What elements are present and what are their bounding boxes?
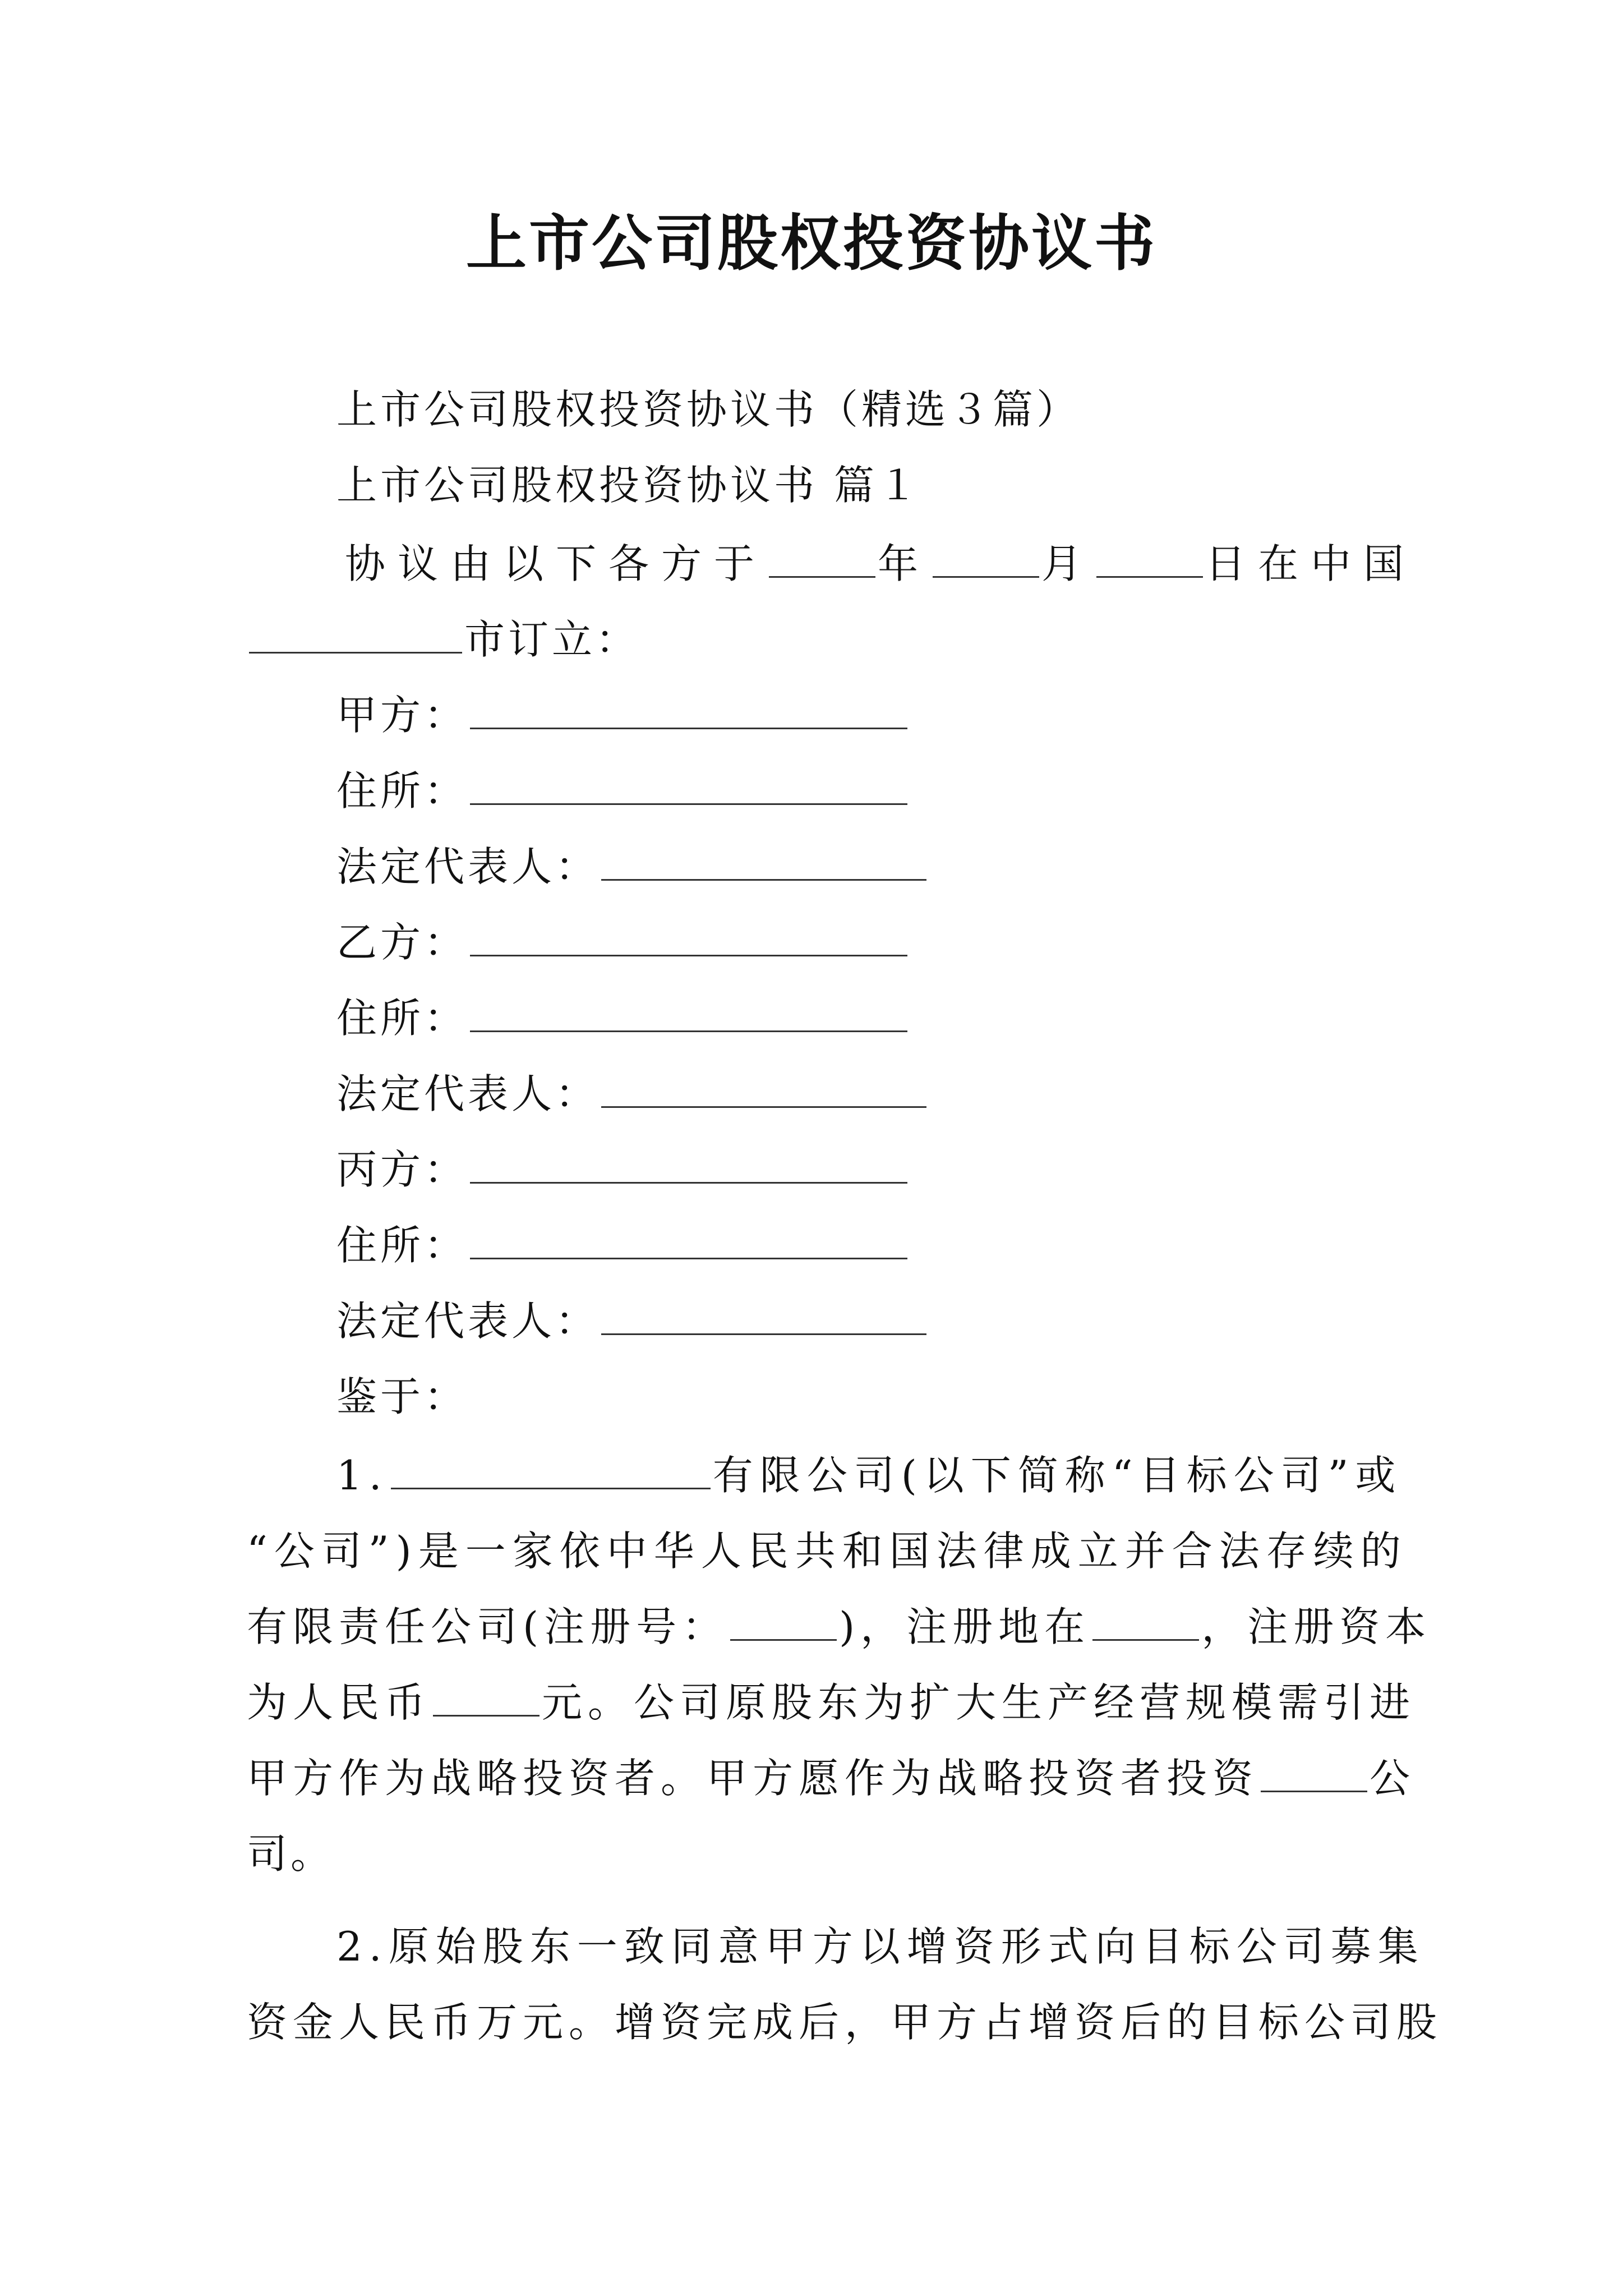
party-line xyxy=(336,914,910,970)
party-label: 法定代表人： xyxy=(336,843,600,890)
party-blank xyxy=(601,1294,926,1335)
party-line xyxy=(336,990,910,1046)
intro-text: 协议由以下各方于 xyxy=(345,540,767,587)
intro-line-2 xyxy=(247,611,639,668)
clause1-text: ，注册资本 xyxy=(1201,1603,1432,1650)
party-line xyxy=(336,839,929,895)
party-blank xyxy=(470,991,907,1032)
month-blank xyxy=(933,537,1039,578)
clause1-text: 有限公司(以下简称“目标公司”或 xyxy=(712,1452,1403,1499)
clause1-text: )，注册地在 xyxy=(839,1603,1091,1650)
party-blank xyxy=(470,1218,907,1259)
document-title: 上市公司股权投资协议书 xyxy=(465,209,1157,279)
day-location-label: 日在中国 xyxy=(1205,540,1417,587)
clause1-text: 有限责任公司(注册号： xyxy=(247,1603,728,1650)
city-blank xyxy=(249,613,462,654)
registration-place-blank xyxy=(1092,1600,1199,1641)
registered-capital-blank xyxy=(433,1676,540,1717)
investment-blank xyxy=(1261,1751,1367,1792)
clause1-text: 元。公司原股东为扩大生产经营规模需引进 xyxy=(542,1679,1416,1726)
party-line xyxy=(336,1066,929,1122)
clause1-line-4 xyxy=(247,1674,1415,1731)
company-name-blank xyxy=(391,1448,711,1489)
day-blank xyxy=(1096,537,1203,578)
clause1-text: 甲方作为战略投资者。甲方愿作为战略投资者投资 xyxy=(247,1755,1259,1802)
party-label: 住所： xyxy=(336,767,468,815)
party-label: 甲方： xyxy=(336,692,468,739)
whereas-heading: 鉴于： xyxy=(336,1373,468,1420)
clause1-text: 公 xyxy=(1370,1755,1416,1802)
clause1-number: 1. xyxy=(336,1452,389,1499)
month-label: 月 xyxy=(1041,540,1095,587)
party-label: 法定代表人： xyxy=(336,1297,600,1345)
party-blank xyxy=(470,1143,907,1184)
section-heading: 上市公司股权投资协议书 篇１ xyxy=(336,462,921,509)
clause1-line-2: “公司”)是一家依中华人民共和国法律成立并合法存续的 xyxy=(247,1527,1408,1575)
party-label: 住所： xyxy=(336,1222,468,1269)
clause1-line-5 xyxy=(247,1750,1415,1806)
party-line xyxy=(336,1293,929,1349)
party-blank xyxy=(470,915,907,956)
party-label: 乙方： xyxy=(336,919,468,966)
party-line xyxy=(336,763,910,819)
clause1-line-3 xyxy=(247,1599,1431,1655)
party-line xyxy=(336,1217,910,1273)
party-label: 丙方： xyxy=(336,1146,468,1193)
year-label: 年 xyxy=(878,540,931,587)
party-blank xyxy=(601,840,926,881)
party-line xyxy=(336,1142,910,1198)
party-label: 法定代表人： xyxy=(336,1070,600,1117)
clause1-line-6: 司。 xyxy=(247,1830,335,1878)
party-line xyxy=(336,687,910,743)
registration-number-blank xyxy=(730,1600,837,1641)
party-blank xyxy=(601,1067,926,1108)
clause1-line-1 xyxy=(336,1447,1402,1503)
city-suffix: 市订立： xyxy=(464,616,640,663)
party-blank xyxy=(470,764,907,805)
intro-line-1 xyxy=(345,536,1416,592)
clause1-text: 为人民币 xyxy=(247,1679,431,1726)
party-label: 住所： xyxy=(336,995,468,1042)
party-blank xyxy=(470,688,907,729)
clause2-line-2: 资金人民币万元。增资完成后，甲方占增资后的目标公司股 xyxy=(247,1999,1443,2046)
subtitle: 上市公司股权投资协议书（精选３篇） xyxy=(336,386,1081,433)
clause2-line-1: 2.原始股东一致同意甲方以增资形式向目标公司募集 xyxy=(336,1923,1425,1970)
year-blank xyxy=(769,537,875,578)
